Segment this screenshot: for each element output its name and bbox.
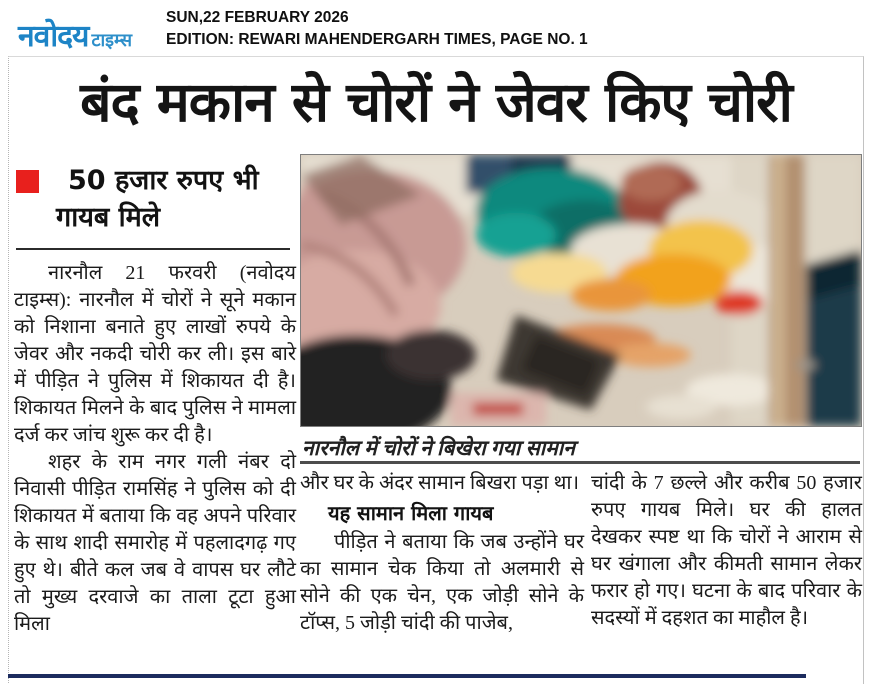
- logo-sub-text: टाइम्स: [91, 30, 133, 51]
- masthead: [0, 0, 871, 56]
- article-headline: बंद मकान से चोरों ने जेवर किए चोरी: [80, 70, 792, 134]
- caption-rule: [300, 461, 860, 464]
- body-paragraph: नारनौल 21 फरवरी (नवोदय टाइम्स): नारनौल में चोरों ने सूने मकान को निशाना बनाते हुए लाखों रुपये के जेवर और नकदी चोरी कर ली। इस बारे में पीड़ित ने पुलिस में शिकायत दी है। शिकायत मिलने के बाद पुलिस ने मामला दर्ज कर जांच शुरू कर दी है।: [14, 262, 296, 446]
- left-column: [14, 156, 296, 638]
- date-line: SUN,22 FEBRUARY 2026: [166, 9, 349, 26]
- body-paragraph: और घर के अंदर सामान बिखरा पड़ा था।: [300, 472, 580, 494]
- subhead-rule: [16, 248, 290, 250]
- navoday-times-logo: [18, 14, 132, 55]
- body-paragraph: चांदी के 7 छल्ले और करीब 50 हजार रुपए गायब मिले। घर की हालत देखकर स्पष्ट था कि चोरों ने आराम से घर खंगाला और कीमती सामान लेकर फरार हो गए। घटना के बाद परिवार के सदस्यों में दहशत का माहौल है।: [591, 472, 862, 629]
- body-paragraph: शहर के राम नगर गली नंबर दो निवासी पीड़ित रामसिंह ने पुलिस को दी शिकायत में बताया कि वह अपने परिवार के साथ शादी समारोह में पहलादगढ़ गए हुए थे। बीते कल जब वे वापस घर लौटे तो मुख्य दरवाजे का ताला टूटा हुआ मिला: [14, 451, 296, 635]
- bottom-rule: [8, 674, 806, 678]
- body-paragraph: पीड़ित ने बताया कि जब उन्होंने घर का सामान चेक किया तो अलमारी से सोने की एक चेन, एक जोड़ी सोने के टॉप्स, 5 जोड़ी चांदी की पाजेब,: [300, 531, 584, 634]
- masthead-info: [166, 7, 588, 51]
- article-subhead: 50 हजार रुपए भी गायब मिले: [56, 165, 259, 233]
- right-column: [591, 470, 862, 632]
- scattered-items-photo: [300, 154, 862, 427]
- photo-caption: नारनौल में चोरों ने बिखेरा गया सामान: [302, 436, 575, 460]
- edition-line: EDITION: REWARI MAHENDERGARH TIMES, PAGE NO. 1: [166, 31, 588, 48]
- logo-main-text: नवोदय: [18, 19, 89, 54]
- middle-column: [300, 470, 584, 637]
- section-subhead: यह सामान मिला गायब: [328, 501, 494, 525]
- photo-figure: [300, 154, 862, 462]
- red-square-bullet-icon: [16, 170, 39, 193]
